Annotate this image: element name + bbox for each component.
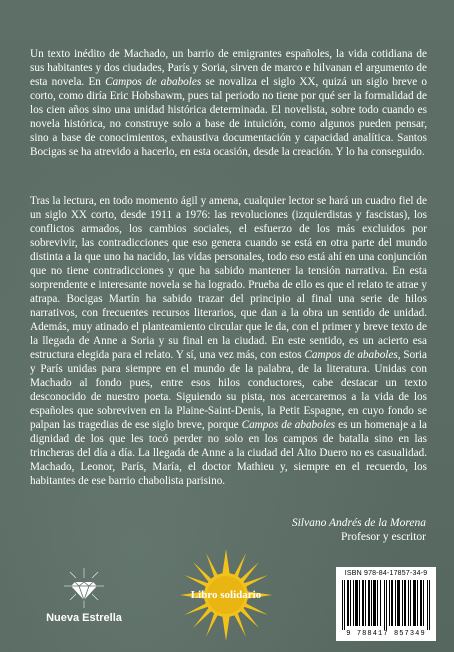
paragraph2-text-b: , Soria y París unidas para siempre en el mundo de la palabra, de la literatura. Unidas con Machado al fondo pues, entre esos hilos conductores, cabe destacar un texto desconocido de nuestro poeta. Siguiendo su pista, nos acercaremos a la vida de los españoles que sobreviven en la Plaine-Saint-Denis, la Petit Espagne, en cuyo fondo se palpan las tragedias de ese siglo breve, porque <box>30 349 427 431</box>
barcode-icon <box>342 580 430 630</box>
paragraph1-text-b: se novaliza el siglo XX, quizá un siglo breve o corto, como diría Eric Hobsbawm, pues tal periodo no tiene por qué ser la formalidad de los cien años sino una unidad histórica determinada. El novelista, sobre todo cuando es novela histórica, no construye solo a base de intuición, como algunos pueden pensar, sino a base de conocimientos, exhaustiva documentación y capacidad analítica. Santos Bocigas se ha atrevido a hacerlo, en esta ocasión, desde la creación. Y lo ha conseguido. <box>30 76 427 158</box>
signature-role: Profesor y escritor <box>341 531 426 543</box>
signature-block <box>292 516 426 544</box>
signature-name: Silvano Andrés de la Morena <box>291 517 426 529</box>
isbn-label: ISBN 978-84-17857-34-9 <box>344 570 428 577</box>
publisher-logo <box>34 566 134 636</box>
synopsis-paragraph-2 <box>30 194 427 488</box>
paragraph2-text-c: es un homenaje a la dignidad de los que les tocó perder no solo en los campos de batalla sino en las trincheras del día a día. La llegada de Anne a la ciudad del Alto Duero no es casualidad. Machado, Leonor, París, María, el doctor Mathieu y, siempre en el recuerdo, los habitantes de ese barrio chabolista parisino. <box>30 419 427 487</box>
badge-label: Libro solidario <box>190 589 262 601</box>
book-title-italic: Campos de ababoles <box>105 76 202 88</box>
isbn-barcode <box>336 567 436 641</box>
solidarity-badge <box>176 545 276 645</box>
book-title-italic: Campos de ababoles <box>304 349 398 361</box>
publisher-name: Nueva Estrella <box>46 612 122 624</box>
paragraph1-text-a: Un texto inédito de Machado, un barrio de emigrantes españoles, la vida cotidiana de sus habitantes y dos ciudades, París y Soria, sirven de marco e hilvanan el argumento de esta novela. En <box>30 48 427 88</box>
book-title-italic: Campos de ababoles <box>241 419 336 431</box>
diamond-star-icon <box>62 566 106 610</box>
isbn-digits: 9 788417 857349 <box>346 630 426 638</box>
synopsis-paragraph-1 <box>30 47 427 159</box>
paragraph2-text-a: Tras la lectura, en todo momento ágil y amena, cualquier lector se hará un cuadro fiel de un siglo XX corto, desde 1911 a 1976: las revoluciones (izquierdistas y fascistas), los conflictos armados, los cambios sociales, el esfuerzo de los más excluidos por sobrevivir, las contradicciones que eso genera cuando se está en otra parte del mundo distinta a la que uno ha nacido, las vidas personales, todo eso está ahí en una conjunción que no tiene contradicciones y que ha sabido mantener la tensión narrativa. En esta sorprendente e interesante novela se ha logrado. Prueba de ello es que el relato te atrae y atrapa. Bocigas Martín ha sabido trazar del principio al final una serie de hilos narrativos, con frecuentes recursos literarios, que dan a la obra un sentido de unidad. Además, muy atinado el planteamiento circular que le da, con el primer y breve texto de la llegada de Anne a Soria y su final en la ciudad. En este sentido, es un acierto esa estructura elegida para el relato. Y sí, una vez más, con estos <box>30 195 427 361</box>
